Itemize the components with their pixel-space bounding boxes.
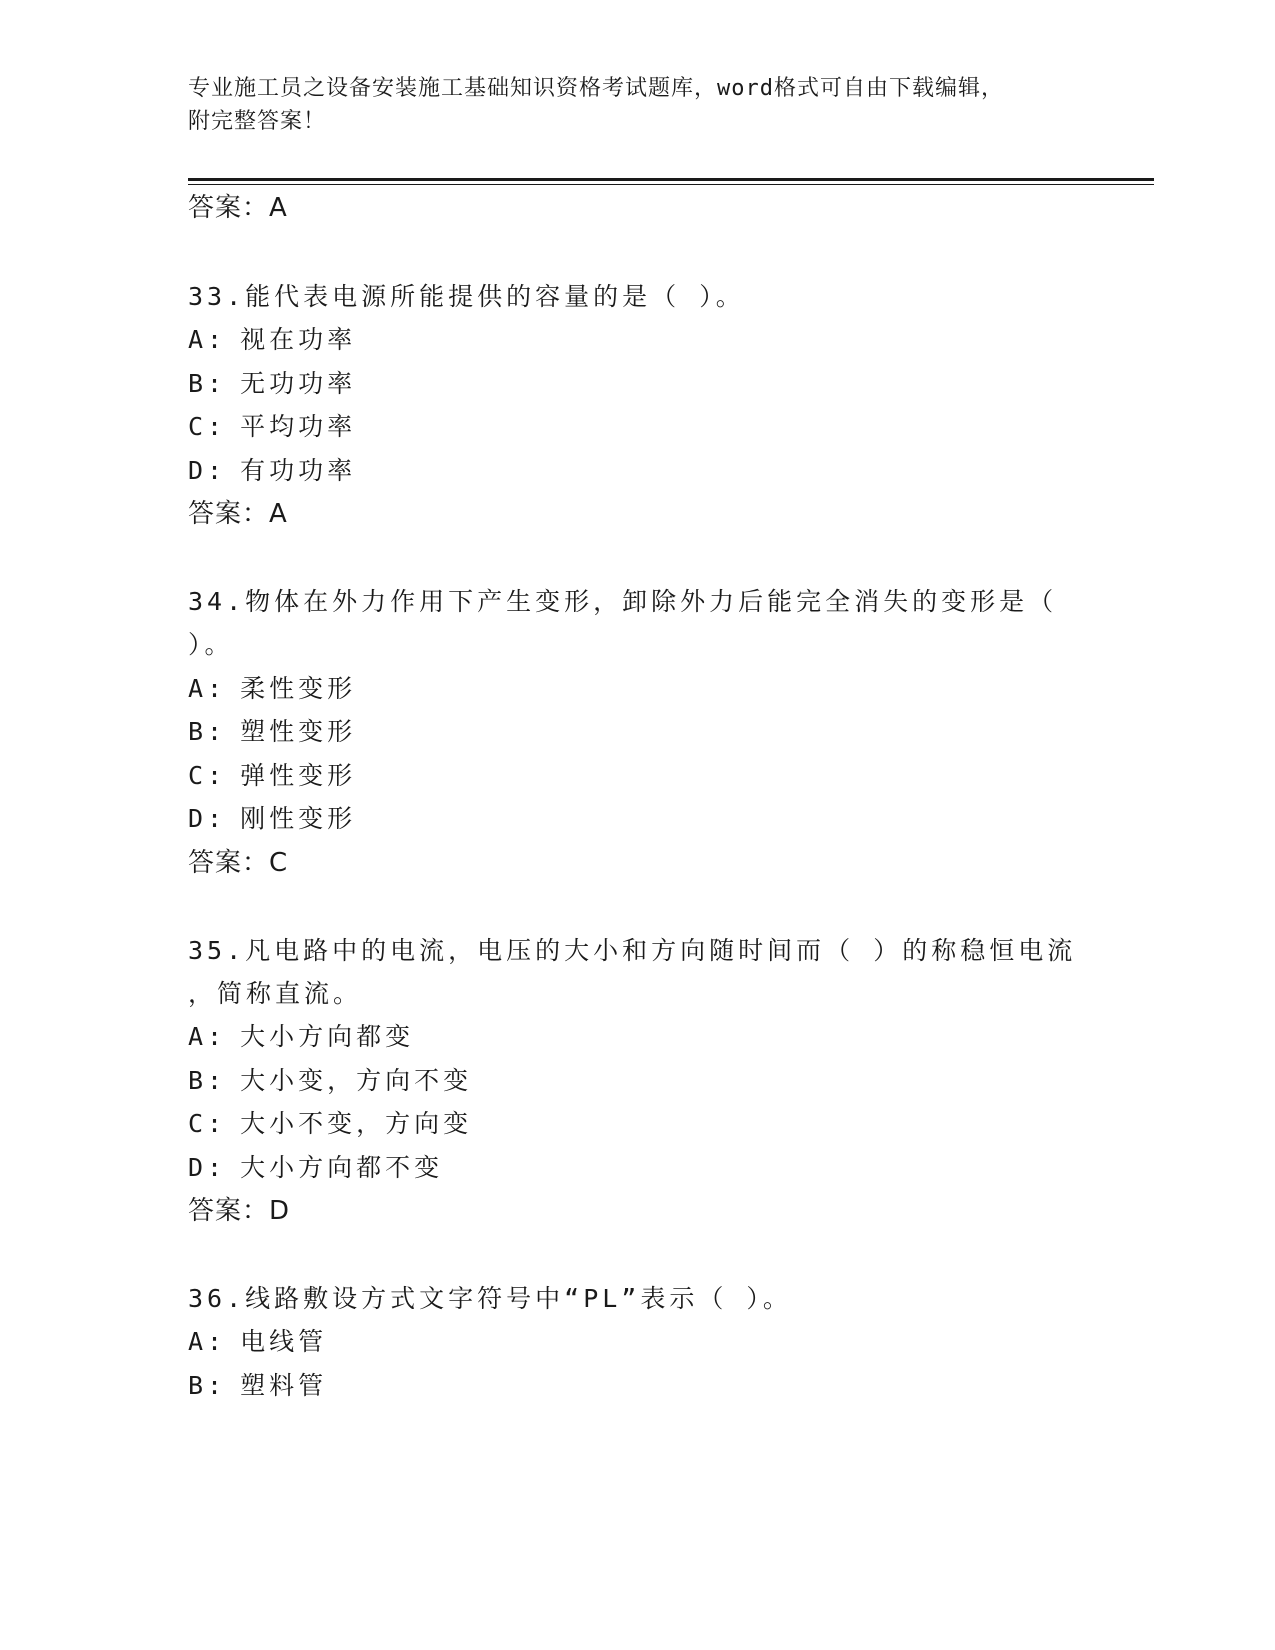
question-stem-continued: ）。 [188, 630, 234, 659]
document-header [188, 72, 1088, 138]
question-stem: 36.线路敷设方式文字符号中“PL”表示（ ）。 [188, 1284, 792, 1313]
option-d: D: 有功功率 [188, 456, 357, 485]
option-c: C: 弹性变形 [188, 761, 357, 790]
question-stem: 34.物体在外力作用下产生变形，卸除外力后能完全消失的变形是（ [188, 587, 1058, 616]
question-stem-continued: ，简称直流。 [188, 979, 363, 1008]
answer-line: 答案：A [188, 193, 288, 223]
option-c: C: 大小不变，方向变 [188, 1109, 473, 1138]
header-line-1: 专业施工员之设备安装施工基础知识资格考试题库，word格式可自由下载编辑， [188, 76, 1004, 101]
question-stem: 33.能代表电源所能提供的容量的是（ ）。 [188, 282, 745, 311]
option-c: C: 平均功率 [188, 412, 357, 441]
answer-line: 答案：C [188, 848, 289, 878]
option-a: A: 电线管 [188, 1327, 328, 1356]
header-divider-thick [188, 178, 1154, 181]
option-b: B: 大小变，方向不变 [188, 1066, 473, 1095]
answer-line: 答案：A [188, 499, 288, 529]
question-stem: 35.凡电路中的电流，电压的大小和方向随时间而（ ）的称稳恒电流 [188, 936, 1077, 965]
option-b: B: 塑料管 [188, 1371, 328, 1400]
option-a: A: 大小方向都变 [188, 1022, 415, 1051]
option-a: A: 视在功率 [188, 325, 357, 354]
option-d: D: 刚性变形 [188, 804, 357, 833]
answer-line: 答案：D [188, 1196, 291, 1226]
option-b: B: 塑性变形 [188, 717, 357, 746]
option-d: D: 大小方向都不变 [188, 1153, 444, 1182]
header-line-2: 附完整答案！ [188, 109, 327, 134]
option-a: A: 柔性变形 [188, 674, 357, 703]
header-divider-thin [188, 184, 1154, 185]
option-b: B: 无功功率 [188, 369, 357, 398]
